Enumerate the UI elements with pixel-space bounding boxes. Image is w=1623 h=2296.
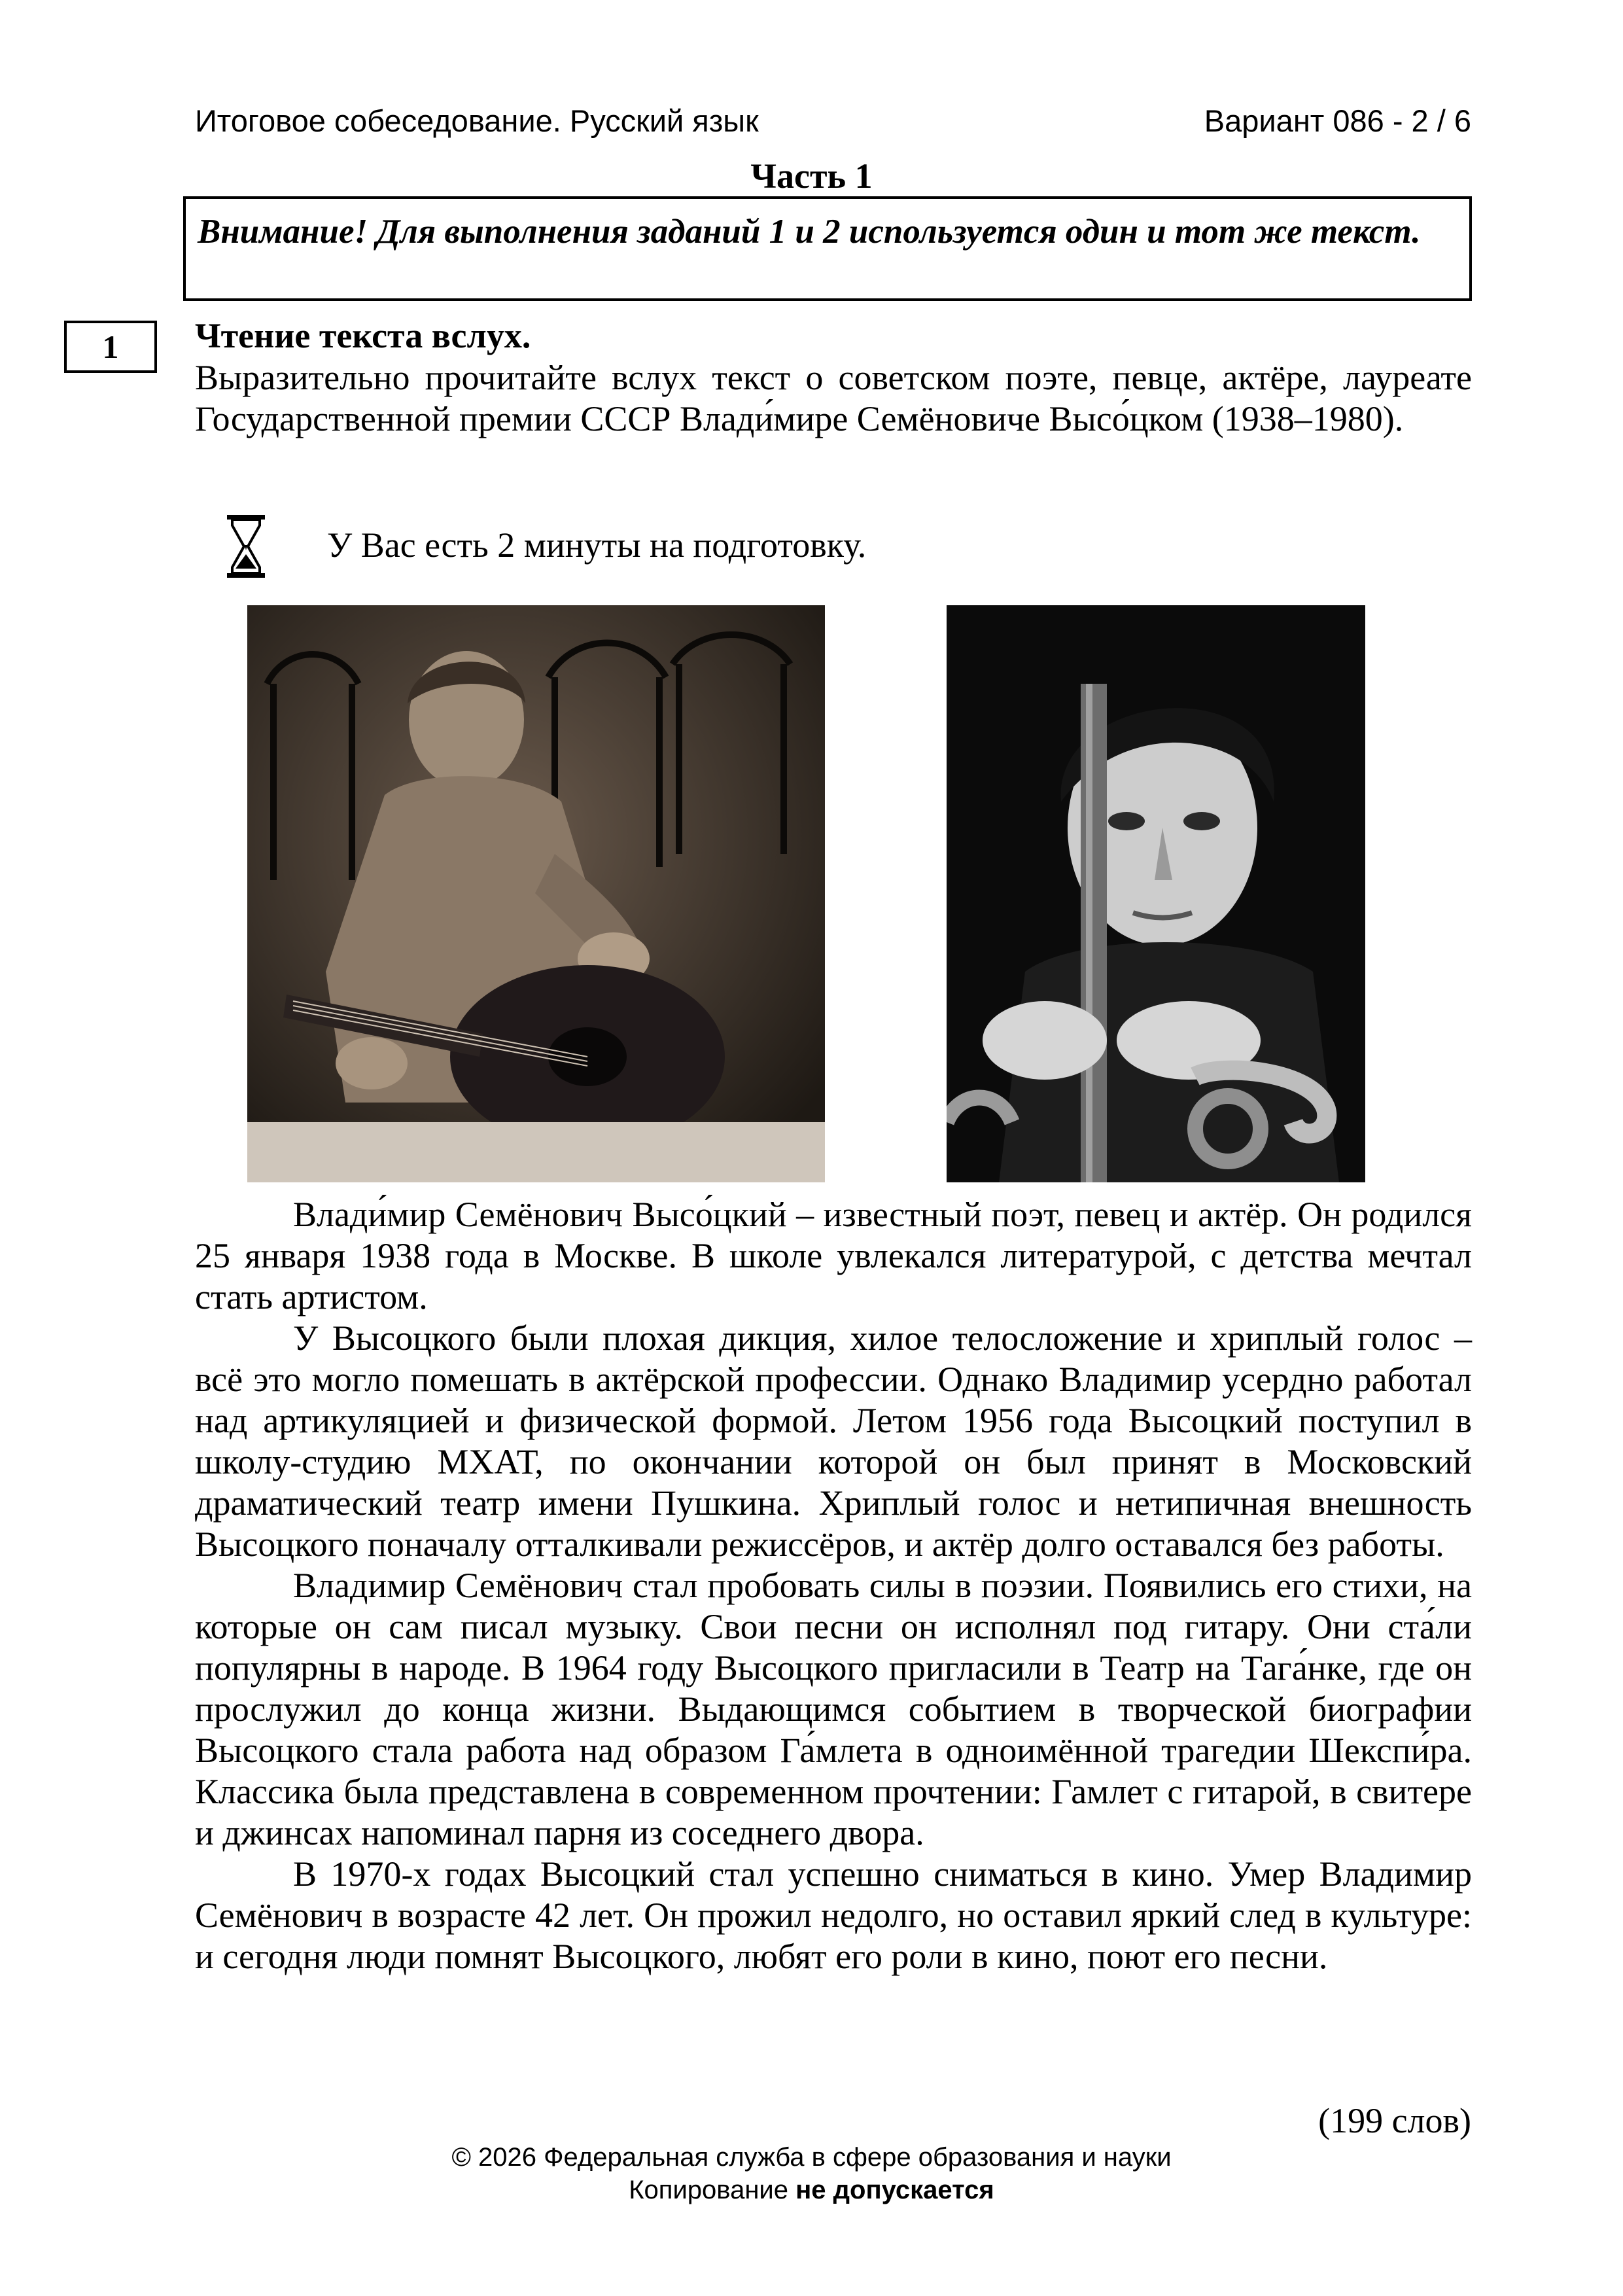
timer-text: У Вас есть 2 минуты на подготовку.: [327, 525, 867, 565]
photo-guitar: [247, 605, 825, 1182]
reading-text: [195, 1194, 1472, 1977]
footer-copy-notice: [0, 2176, 1623, 2205]
task-instruction: Выразительно прочитайте вслух текст о советском поэте, певце, актёре, лауреате Государственной премии СССР Влади́мире Семёновиче Высо́цком (1938–1980).: [195, 358, 1472, 438]
footer-copyright: © 2026 Федеральная служба в сфере образования и науки: [451, 2143, 1172, 2172]
word-count: (199 слов): [1318, 2101, 1471, 2140]
paragraph: У Высоцкого были плохая дикция, хилое телосложение и хриплый голос – всё это могло помешать в актёрской профессии. Однако Владимир усердно работал над артикуляцией и физической формой. Летом 1956 года Высоцкий поступил в школу-студию МХАТ, по окончании которой он был принят в Московский драматический театр имени Пушкина. Хриплый голос и нетипичная внешность Высоцкого поначалу отталкивали режиссёров, и актёр долго оставался без работы.: [195, 1318, 1472, 1564]
attention-text: Внимание! Для выполнения заданий 1 и 2 используется один и тот же текст.: [198, 213, 1421, 251]
hourglass-icon: [226, 514, 266, 579]
photo-portrait: [947, 605, 1365, 1182]
footer-copy-prefix: Копирование: [629, 2176, 796, 2204]
footer-copy-bold: не допускается: [795, 2176, 994, 2204]
paragraph: В 1970-х годах Высоцкий стал успешно сниматься в кино. Умер Владимир Семёнович в возрасте 42 лет. Он прожил недолго, но оставил яркий след в культуре: и сегодня люди помнят Высоцкого, любят его роли в кино, поют его песни.: [195, 1854, 1472, 1976]
task-heading: Чтение текста вслух.: [195, 316, 531, 355]
paragraph: Владимир Семёнович стал пробовать силы в поэзии. Появились его стихи, на которые он сам писал музыку. Свои песни он исполнял под гитару. Они ста́ли популярны в народе. В 1964 году Высоцкого пригласили в Театр на Тага́нке, где он прослужил до конца жизни. Выдающимся событием в творческой биографии Высоцкого стала работа над образом Га́млета в одноимённой трагедии Шекспи́ра. Классика была представлена в современном прочтении: Гамлет с гитарой, в свитере и джинсах напоминал парня из соседнего двора.: [195, 1566, 1472, 1852]
task-number-box: [64, 321, 157, 373]
task-number: 1: [102, 328, 119, 365]
header-subject: Итоговое собеседование. Русский язык: [195, 103, 759, 138]
part-title: Часть 1: [750, 156, 873, 196]
paragraph: Влади́мир Семёнович Высо́цкий – известный поэт, певец и актёр. Он родился 25 января 1938 года в Москве. В школе увлекался литературой, с детства мечтал стать артистом.: [195, 1195, 1472, 1316]
attention-box: [183, 196, 1472, 301]
header-variant: Вариант 086 - 2 / 6: [1204, 103, 1471, 138]
